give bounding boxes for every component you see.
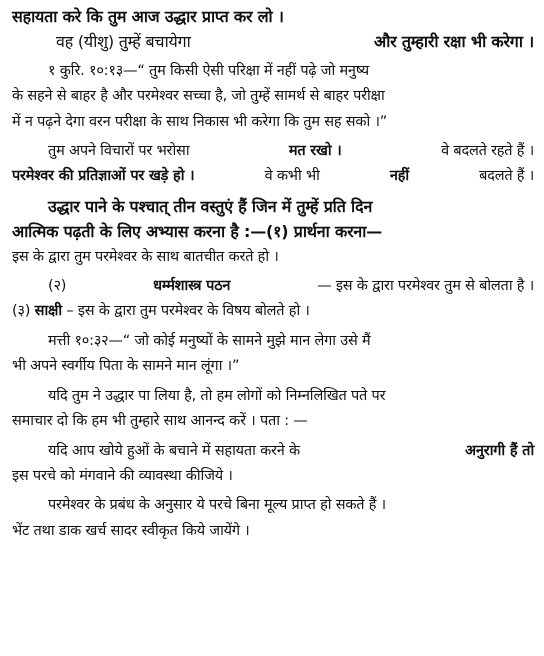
- text-phrase: इस के द्वारा तुम परमेश्वर के साथ बातचीत करते हो ।: [12, 248, 279, 265]
- text-phrase: बदलते हैं ।: [479, 168, 534, 185]
- bold-phrase: उद्धार पाने के पश्चात् तीन वस्तुएं हैं जिन में तुम्हें प्रति दिन: [48, 196, 373, 216]
- text-phrase: समाचार दो कि हम भी तुम्हारे साथ आनन्द करें । पता : —: [12, 413, 308, 430]
- text-phrase: मत्ती १०:३२—“ जो कोई मनुष्यों के सामने मुझे मान लेगा उसे मैं: [48, 332, 371, 349]
- text-line: [12, 274, 534, 299]
- text-phrase: इस परचे को मंगवाने की व्यावस्था कीजिये ।: [12, 467, 233, 484]
- text-phrase: – इस के द्वारा तुम परमेश्वर के विषय बोलते हो ।: [61, 303, 310, 320]
- text-line: [12, 245, 534, 270]
- text-line: [12, 194, 534, 219]
- bold-phrase: अनुरागी हैं तो: [465, 442, 534, 459]
- text-line: [12, 84, 534, 109]
- text-phrase: परमेश्वर के प्रबंध के अनुसार ये परचे बिना मूल्य प्राप्त हो सकते हैं ।: [48, 497, 386, 514]
- text-line: [12, 329, 534, 354]
- text-phrase: — इस के द्वारा परमेश्वर तुम से बोलता है ।: [317, 278, 534, 295]
- text-phrase: के सहने से बाहर है और परमेश्वर सच्चा है, जो तुम्हें सामर्थ से बाहर परीक्षा: [12, 88, 385, 105]
- bold-phrase: और तुम्हारी रक्षा भी करेगा ।: [373, 32, 534, 52]
- bold-phrase: नहीं: [389, 168, 409, 185]
- bold-phrase: आत्मिक पढ़ती के लिए अभ्यास करना है :—(१) प्रार्थना करना—: [12, 222, 383, 242]
- text-line: [12, 164, 534, 189]
- text-line: [12, 493, 534, 518]
- text-phrase: यदि तुम ने उद्धार पा लिया है, तो हम लोगों को निम्नलिखित पते पर: [48, 387, 386, 404]
- bold-phrase: धर्म्मशास्त्र पठन: [153, 278, 231, 295]
- text-line: [12, 299, 534, 324]
- text-phrase: वे कभी भी: [264, 168, 320, 185]
- text-line: [12, 519, 534, 544]
- bold-phrase: मत रखो ।: [288, 143, 342, 160]
- bold-phrase: परमेश्वर की प्रतिज्ञाओं पर खड़े हो ।: [12, 168, 195, 185]
- text-line: [12, 139, 534, 164]
- text-line: [12, 384, 534, 409]
- text-phrase: १ कुरि. १०:१३—“ तुम किसी ऐसी परिक्षा में नहीं पढ़े जो मनुष्य: [48, 62, 369, 79]
- text-phrase: भेंट तथा डाक खर्च सादर स्वीकृत किये जायेंगे ।: [12, 522, 250, 539]
- text-line: [12, 409, 534, 434]
- text-phrase: (२): [48, 278, 67, 295]
- text-phrase: तुम अपने विचारों पर भरोसा: [48, 143, 190, 160]
- text-line: [12, 110, 534, 135]
- text-line: [12, 219, 534, 244]
- text-line: [12, 464, 534, 489]
- text-line: [12, 439, 534, 464]
- text-line: [12, 29, 534, 54]
- text-phrase: में न पढ़ने देगा वरन परीक्षा के साथ निकास भी करेगा कि तुम सह सको ।”: [12, 113, 388, 130]
- bold-phrase: साक्षी: [34, 303, 62, 320]
- text-line: [12, 4, 534, 29]
- bold-phrase: सहायता करे कि तुम आज उद्धार प्राप्त कर लो ।: [12, 7, 284, 26]
- text-line: [12, 59, 534, 84]
- text-phrase: (३): [12, 303, 35, 320]
- text-phrase: वह (यीशु) तुम्हें बचायेगा: [56, 32, 191, 52]
- text-phrase: वे बदलते रहते हैं ।: [441, 143, 534, 160]
- text-line: [12, 354, 534, 379]
- text-phrase: भी अपने स्वर्गीय पिता के सामने मान लूंगा ।”: [12, 358, 240, 375]
- text-phrase: यदि आप खोये हुओं के बचाने में सहायता करने के: [48, 442, 300, 459]
